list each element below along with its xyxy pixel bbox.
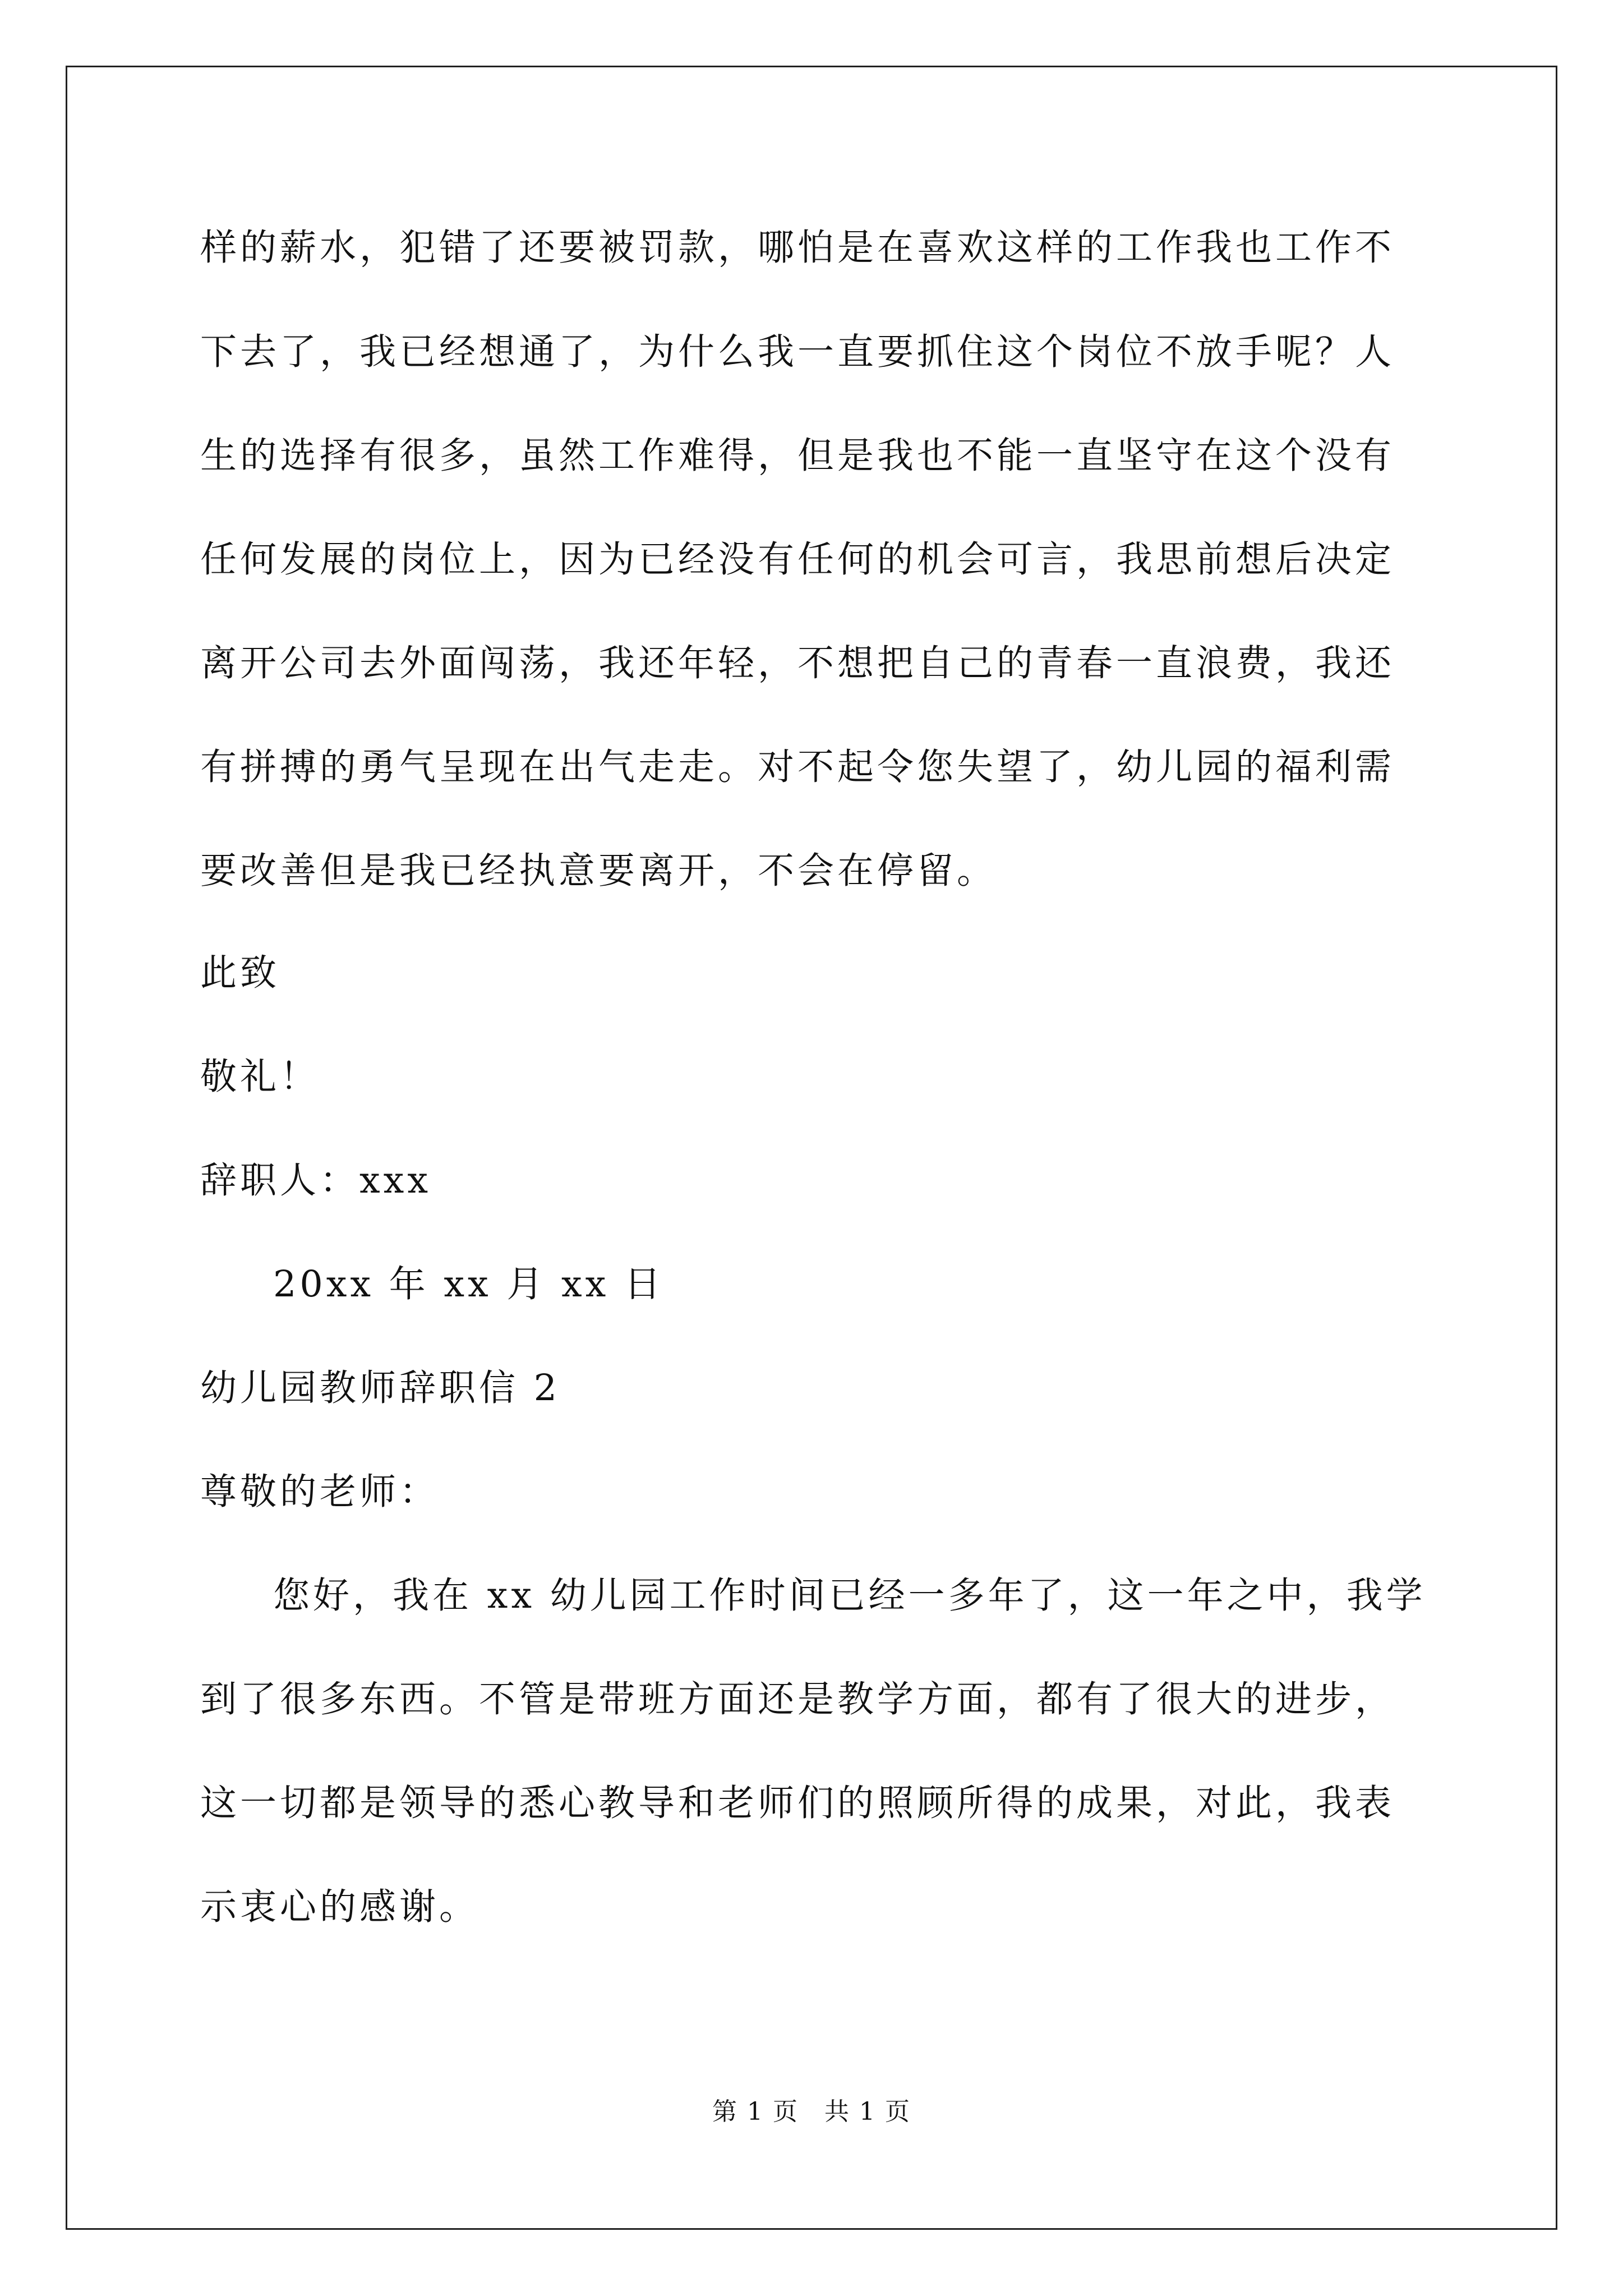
- greeting-line: 尊敬的老师：: [200, 1471, 440, 1513]
- paragraph-line: 有拼搏的勇气呈现在出气走走。对不起令您失望了，幼儿园的福利需: [200, 746, 1395, 788]
- paragraph-line: 这一切都是领导的悉心教导和老师们的照顾所得的成果，对此，我表: [200, 1782, 1395, 1824]
- paragraph-line: 要改善但是我已经执意要离开，不会在停留。: [200, 850, 997, 892]
- paragraph-line: 任何发展的岗位上，因为已经没有任何的机会可言，我思前想后决定: [200, 539, 1395, 581]
- paragraph-line: 离开公司去外面闯荡，我还年轻，不想把自己的青春一直浪费，我还: [200, 642, 1395, 684]
- closing-salutation: 此致: [200, 952, 280, 994]
- date-line: 20xx 年 xx 月 xx 日: [273, 1263, 664, 1305]
- paragraph-line: 下去了，我已经想通了，为什么我一直要抓住这个岗位不放手呢？人: [200, 331, 1395, 373]
- paragraph-line: 您好，我在 xx 幼儿园工作时间已经一多年了，这一年之中，我学: [273, 1575, 1426, 1617]
- paragraph-line: 示衷心的感谢。: [200, 1886, 479, 1928]
- closing-regards: 敬礼！: [200, 1056, 320, 1098]
- page-number: 第 1 页 共 1 页: [712, 2097, 911, 2126]
- paragraph-line: 样的薪水，犯错了还要被罚款，哪怕是在喜欢这样的工作我也工作不: [200, 227, 1395, 269]
- paragraph-line: 到了很多东西。不管是带班方面还是教学方面，都有了很大的进步，: [200, 1678, 1395, 1720]
- paragraph-line: 生的选择有很多，虽然工作难得，但是我也不能一直坚守在这个没有: [200, 435, 1395, 477]
- section-heading: 幼儿园教师辞职信 2: [200, 1367, 561, 1409]
- signature-line: 辞职人：xxx: [200, 1159, 431, 1202]
